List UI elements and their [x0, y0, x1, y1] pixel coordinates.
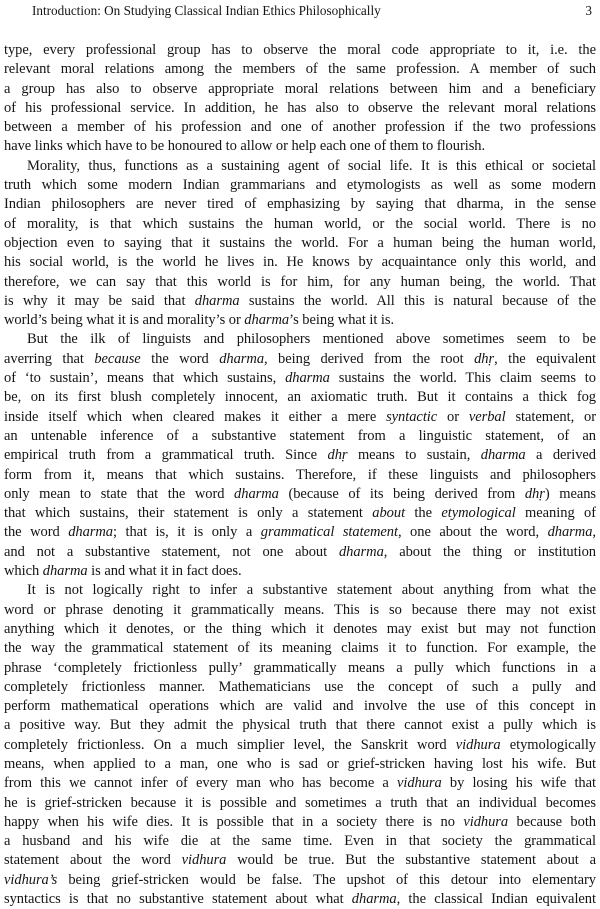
text-run: It is not logically right to infer a substantive statement about anything from what the: [27, 582, 596, 599]
text-run: a group has also to observe appropriate moral relations between him and a beneficiary: [4, 80, 596, 97]
text-line: [4, 504, 596, 523]
italic-term: dharma: [234, 485, 279, 502]
italic-term: dharma: [480, 447, 526, 464]
text-run: because both: [508, 813, 596, 830]
text-run: form from it, means that which sustains. Therefore, if these linguists and philosophers: [4, 466, 596, 483]
text-line: [4, 157, 596, 176]
text-run: the word: [140, 350, 220, 367]
text-line: [4, 813, 596, 832]
running-head-title: Introduction: On Studying Classical Indian Ethics Philosophically: [32, 3, 381, 18]
text-line: [4, 755, 596, 774]
text-run: a positive way. But they admit the physical truth that there cannot exist a pully which is: [4, 717, 596, 734]
italic-term: grammatical statement: [260, 524, 398, 541]
italic-term: dhṛ: [327, 447, 348, 464]
text-run: completely frictionless. On a much simplier level, the Sanskrit word: [4, 736, 456, 753]
paragraph: [4, 41, 596, 157]
text-line: [4, 581, 596, 600]
italic-term: dharma: [244, 312, 290, 329]
text-line: [4, 118, 596, 137]
italic-term: syntactic: [386, 408, 438, 425]
text-run: etymologically: [500, 736, 596, 753]
text-line: [4, 350, 596, 369]
italic-term: vidhura: [455, 736, 501, 753]
text-run: happy when his wife dies. It is possible that in a society there is no: [4, 813, 464, 830]
italic-term: dharma: [42, 563, 88, 580]
text-line: [4, 215, 596, 234]
text-line: [4, 292, 596, 311]
text-line: [4, 388, 596, 407]
text-line: [4, 543, 596, 562]
text-run: therefore, we can say that this world is for him, for any human being, the world. That: [4, 273, 596, 290]
text-run: being grief-stricken would be false. The upshot of this detour into elementary: [57, 871, 596, 888]
text-run: means to sustain,: [347, 447, 481, 464]
text-line: [4, 639, 596, 658]
text-run: that which sustains, their statement is only a statement: [4, 505, 373, 522]
text-line: [4, 851, 596, 870]
text-line: [4, 408, 596, 427]
paragraph: [4, 330, 596, 581]
text-line: [4, 620, 596, 639]
text-run: type, every professional group has to observe the moral code appropriate to it, i.e. the: [4, 42, 596, 58]
text-line: [4, 80, 596, 99]
text-line: [4, 330, 596, 349]
text-run: phrase ‘completely frictionless pully’ grammatically means a pully which functions in a: [4, 659, 596, 676]
text-line: [4, 774, 596, 793]
text-run: only mean to state that the word: [4, 485, 235, 502]
text-run: , the equivalent: [494, 350, 596, 367]
text-run: empirical truth from a grammatical truth. Since: [4, 447, 328, 464]
text-run: and not a substantive statement, not one about: [4, 543, 339, 560]
text-line: [4, 60, 596, 79]
text-run: objection even to saying that it sustains the world. For a human being the human world,: [4, 234, 596, 251]
text-line: [4, 485, 596, 504]
italic-term: vidhura’s: [4, 871, 58, 888]
text-line: [4, 273, 596, 292]
text-run: ’s being what it is.: [289, 312, 395, 329]
italic-term: vidhura: [463, 813, 509, 830]
text-run: Morality, thus, functions as a sustaining agent of social life. It is this ethical or societal: [27, 157, 596, 174]
text-run: his social world, is the world he lives in. He knows by acquaintance only this world, and: [4, 254, 596, 271]
text-run: a husband and his wife die at the same time. Even in that society the grammatical: [4, 833, 596, 850]
text-line: [4, 697, 596, 716]
text-run: the word: [4, 524, 69, 541]
text-line: [4, 890, 596, 909]
text-run: is and what it in fact does.: [87, 563, 242, 580]
text-run: meaning of: [515, 505, 596, 522]
page-number: 3: [585, 3, 592, 18]
text-run: (because of its being derived from: [278, 485, 525, 502]
italic-term: dharma: [351, 891, 397, 908]
italic-term: dharma: [68, 524, 114, 541]
italic-term: because: [94, 350, 141, 367]
text-run: by losing his wife that: [441, 775, 596, 792]
text-line: [4, 99, 596, 118]
text-run: world’s being what it is and morality’s or: [4, 312, 245, 329]
text-run: or: [437, 408, 469, 425]
italic-term: vidhura: [396, 775, 442, 792]
paragraph: [4, 157, 596, 331]
text-line: [4, 176, 596, 195]
italic-term: dhṛ: [524, 485, 545, 502]
text-line: [4, 523, 596, 542]
text-line: [4, 871, 596, 890]
text-line: [4, 562, 596, 581]
text-run: between a member of his profession and one of another profession if the two professions: [4, 119, 596, 136]
text-run: of his professional service. In addition, he has also to observe the relevant moral relations: [4, 99, 596, 116]
text-run: anything which it denotes, or the thing which it denotes may exist but may not function: [4, 620, 596, 637]
text-run: completely frictionless manner. Mathematicians use the concept of such a pully and: [4, 678, 596, 695]
text-run: a derived: [525, 447, 596, 464]
text-line: [4, 601, 596, 620]
text-run: of morality, is that which sustains the human world, or the social world. There is no: [4, 215, 596, 232]
text-run: Indian philosophers are never tired of emphasizing by saying that dharma, in the sense: [4, 196, 596, 213]
text-line: [4, 659, 596, 678]
text-line: [4, 253, 596, 272]
italic-term: etymological: [441, 505, 516, 522]
text-run: be, on its first blush completely innocent, an axiomatic truth. But it contains a thick fog: [4, 389, 596, 406]
text-run: word or phrase denoting it grammatically means. This is so because there may not exist: [4, 601, 596, 618]
text-run: statement about the word: [4, 852, 182, 869]
italic-term: dharma: [547, 524, 593, 541]
text-run: truth which some modern Indian grammarians and etymologists as well as some modern: [4, 177, 596, 194]
text-run: ) means: [544, 485, 596, 502]
body-text: [4, 41, 596, 909]
text-line: [4, 195, 596, 214]
text-run: perform mathematical operations which are valid and involve the use of this concept in: [4, 698, 596, 715]
text-line: [4, 794, 596, 813]
italic-term: verbal: [468, 408, 506, 425]
running-head: [0, 2, 600, 20]
text-run: have links which have to be honoured to allow or help each one of them to flourish.: [4, 138, 486, 155]
text-run: the way the grammatical statement of its meaning claims it to function. For example, the: [4, 640, 596, 657]
text-line: [4, 736, 596, 755]
text-run: syntactics is that no substantive statement about what: [4, 891, 352, 908]
text-run: , about the thing or institution: [383, 543, 596, 560]
text-line: [4, 234, 596, 253]
italic-term: dhṛ: [474, 350, 495, 367]
text-run: the: [405, 505, 442, 522]
text-line: [4, 311, 596, 330]
italic-term: dharma: [285, 370, 330, 387]
text-line: [4, 369, 596, 388]
text-run: an untenable inference of a substantive statement from a linguistic statement, of an: [4, 427, 596, 444]
italic-term: dharma: [219, 350, 265, 367]
text-line: [4, 466, 596, 485]
text-run: averring that: [4, 350, 95, 367]
text-run: relevant moral relations among the members of the same profession. A member of such: [4, 61, 596, 78]
text-run: is why it may be said that: [4, 292, 195, 309]
italic-term: vidhura: [181, 852, 227, 869]
text-line: [4, 716, 596, 735]
text-run: , one about the word,: [397, 524, 548, 541]
text-line: [4, 427, 596, 446]
italic-term: dharma: [338, 543, 384, 560]
text-run: , being derived from the root: [264, 350, 475, 367]
italic-term: dharma: [194, 292, 240, 309]
text-run: inside itself which when cleared makes it either a mere: [4, 408, 387, 425]
text-run: statement, or: [505, 408, 596, 425]
text-line: [4, 832, 596, 851]
text-run: , the classical Indian equivalent: [396, 891, 596, 908]
text-run: sustains the world. All this is natural because of the: [239, 292, 596, 309]
text-run: he is grief-stricken because it is possible and sometimes a truth that an individual becomes: [4, 794, 596, 811]
text-run: of ‘to sustain’, means that which sustains,: [4, 370, 286, 387]
text-run: means, when applied to a man, one who is sad or grief-stricken having lost his wife. But: [4, 755, 596, 772]
text-line: [4, 678, 596, 697]
text-run: from this we cannot infer of every man who has become a: [4, 775, 397, 792]
text-line: [4, 137, 596, 156]
text-run: sustains the world. This claim seems to: [329, 370, 596, 387]
text-run: ,: [592, 524, 596, 541]
text-run: ; that is, it is only a: [113, 524, 261, 541]
text-run: would be true. But the substantive statement about a: [226, 852, 596, 869]
italic-term: about: [372, 505, 406, 522]
text-run: But the ilk of linguists and philosophers mentioned above sometimes seem to be: [27, 331, 596, 348]
paragraph: [4, 581, 596, 909]
text-line: [4, 41, 596, 60]
text-line: [4, 446, 596, 465]
text-run: which: [4, 563, 43, 580]
